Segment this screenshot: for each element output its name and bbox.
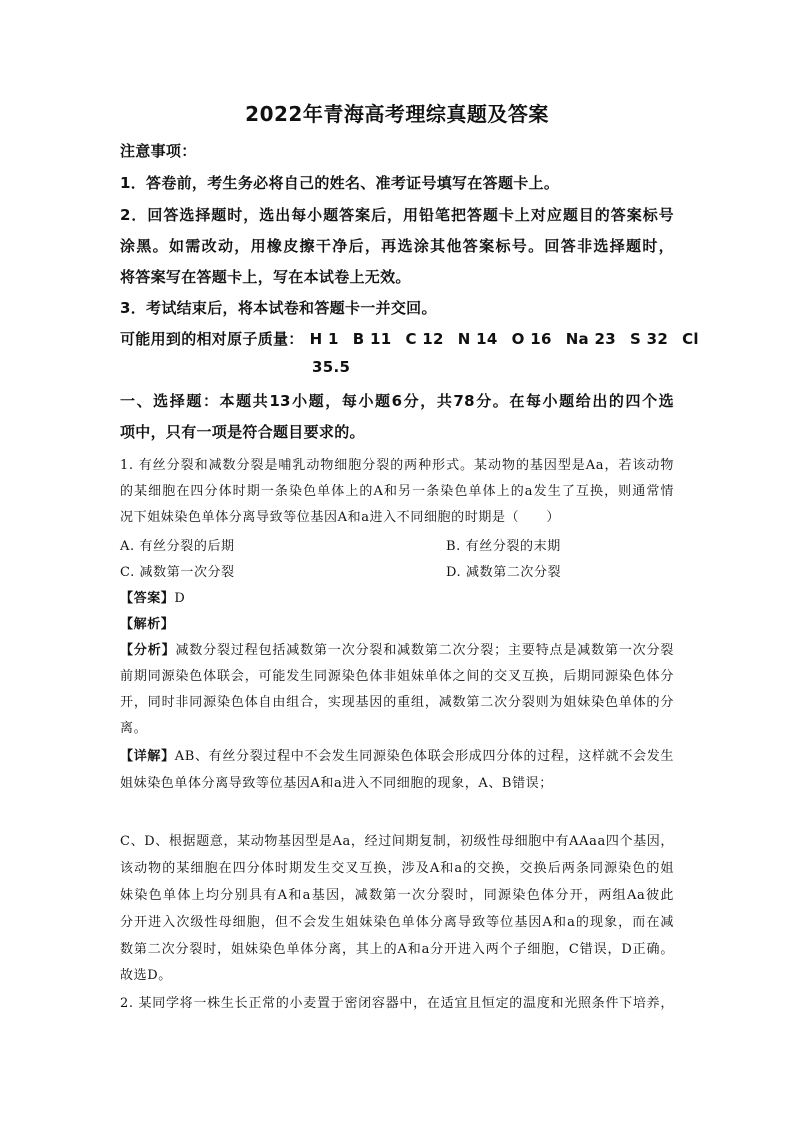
notice-item-2-line-1: 2．回答选择题时，选出每小题答案后，用铅笔把答题卡上对应题目的答案标号 bbox=[120, 206, 674, 224]
q1-fenxi-line-4: 离。 bbox=[120, 721, 148, 736]
atomic-mass-label: 可能用到的相对原子质量： bbox=[120, 330, 304, 348]
q1-cd-line-6: 故选D。 bbox=[120, 968, 172, 983]
q1-stem-line-2: 的某细胞在四分体时期一条染色单体上的A和另一条染色单体上的a发生了互换，则通常情 bbox=[120, 484, 674, 499]
notice-item-1: 1．答卷前，考生务必将自己的姓名、准考证号填写在答题卡上。 bbox=[120, 174, 560, 192]
q1-option-d: D. 减数第二次分裂 bbox=[446, 565, 562, 580]
q1-fenxi-line-1 bbox=[120, 639, 674, 658]
fenxi-text-1: 减数分裂过程包括减数第一次分裂和减数第二次分裂；主要特点是减数第一次分裂 bbox=[175, 643, 674, 658]
answer-tag: 【答案】 bbox=[120, 591, 175, 606]
notice-item-2-line-2: 涂黑。如需改动，用橡皮擦干净后，再选涂其他答案标号。回答非选择题时， bbox=[120, 237, 674, 255]
atomic-mass-cl-value: 35.5 bbox=[312, 358, 351, 376]
atomic-mass-line bbox=[120, 328, 699, 349]
q1-cd-line-2: 该动物的某细胞在四分体时期发生交叉互换，涉及A和a的交换，交换后两条同源染色的姐 bbox=[120, 861, 674, 876]
q1-stem-line-1: 1. 有丝分裂和减数分裂是哺乳动物细胞分裂的两种形式。某动物的基因型是Aa，若该动物 bbox=[120, 458, 674, 473]
q1-xiangjie-line-1 bbox=[120, 745, 674, 764]
atomic-mass-b: B 11 bbox=[352, 330, 392, 348]
atomic-mass-o: O 16 bbox=[511, 330, 552, 348]
atomic-mass-n: N 14 bbox=[457, 330, 498, 348]
notice-item-2-line-3: 将答案写在答题卡上，写在本试卷上无效。 bbox=[120, 268, 411, 286]
answer-value: D bbox=[174, 591, 186, 606]
analysis-tag: 【解析】 bbox=[120, 617, 175, 632]
q1-analysis-heading bbox=[120, 613, 174, 632]
notice-item-3: 3．考试结束后，将本试卷和答题卡一并交回。 bbox=[120, 299, 437, 317]
atomic-mass-na: Na 23 bbox=[565, 330, 616, 348]
notice-heading: 注意事项： bbox=[120, 142, 197, 160]
q1-xiangjie-line-2: 姐妹染色单体分离导致等位基因A和a进入不同细胞的现象，A、B错误； bbox=[120, 776, 553, 791]
atomic-mass-cl: Cl bbox=[682, 330, 699, 348]
q1-stem-line-3: 况下姐妹染色单体分离导致等位基因A和a进入不同细胞的时期是（ ） bbox=[120, 510, 560, 525]
xiangjie-tag: 【详解】 bbox=[120, 749, 175, 764]
q1-option-b: B. 有丝分裂的末期 bbox=[446, 539, 561, 554]
atomic-mass-h: H 1 bbox=[309, 330, 339, 348]
section-1-heading-line-2: 项中，只有一项是符合题目要求的。 bbox=[120, 423, 365, 441]
q1-cd-line-3: 妹染色单体上均分别具有A和a基因，减数第一次分裂时，同源染色体分开，两组Aa彼此 bbox=[120, 888, 674, 903]
q1-fenxi-line-2: 前期同源染色体联会，可能发生同源染色体非姐妹单体之间的交叉互换，后期同源染色体分 bbox=[120, 669, 674, 684]
xiangjie-text-1: AB、有丝分裂过程中不会发生同源染色体联会形成四分体的过程，这样就不会发生 bbox=[174, 749, 674, 764]
section-1-heading-line-1: 一、选择题：本题共13小题，每小题6分，共78分。在每小题给出的四个选 bbox=[120, 392, 674, 410]
q1-cd-line-1: C、D、根据题意，某动物基因型是Aa，经过间期复制，初级性母细胞中有AAaa四个基因， bbox=[120, 834, 674, 849]
q1-option-a: A. 有丝分裂的后期 bbox=[120, 539, 235, 554]
q2-stem-line-1: 2. 某同学将一株生长正常的小麦置于密闭容器中，在适宜且恒定的温度和光照条件下培养， bbox=[120, 996, 674, 1011]
atomic-mass-c: C 12 bbox=[405, 330, 444, 348]
atomic-mass-s: S 32 bbox=[629, 330, 669, 348]
q1-cd-line-5: 数第二次分裂时，姐妹染色单体分离，其上的A和a分开进入两个子细胞，C错误，D正确。 bbox=[120, 942, 674, 957]
document-title: 2022年青海高考理综真题及答案 bbox=[245, 102, 549, 126]
q1-option-c: C. 减数第一次分裂 bbox=[120, 565, 235, 580]
fenxi-tag: 【分析】 bbox=[120, 643, 176, 658]
q1-answer-line bbox=[120, 587, 185, 606]
q1-cd-line-4: 分开进入次级性母细胞，但不会发生姐妹染色单体分离导致等位基因A和a的现象，而在减 bbox=[120, 915, 674, 930]
q1-fenxi-line-3: 开，同时非同源染色体自由组合，实现基因的重组，减数第二次分裂则为姐妹染色单体的分 bbox=[120, 695, 674, 710]
